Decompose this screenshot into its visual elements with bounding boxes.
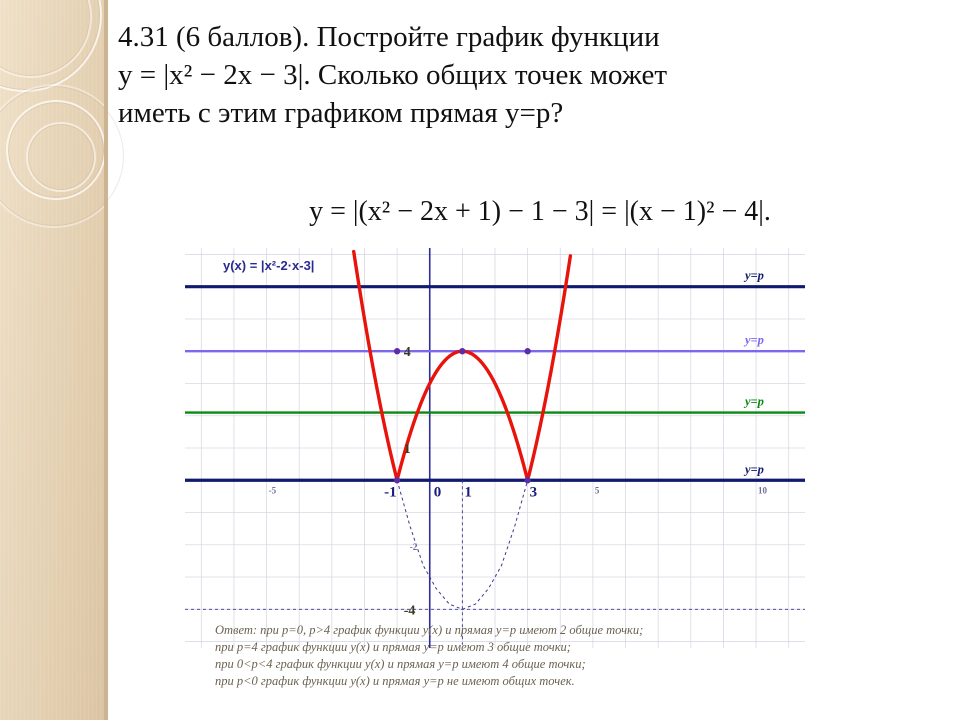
x-tick-label: 5: [594, 485, 600, 496]
x-tick-label: 1: [464, 484, 472, 501]
x-tick-label: 10: [758, 485, 768, 496]
answer-line-2: при p=4 график функции y(x) и прямая y=p имеют 3 общие точки;: [215, 640, 571, 654]
intersection-point: [524, 348, 530, 354]
label-y-equals-p: y=p: [745, 333, 764, 348]
x-tick-label: -5: [268, 485, 277, 496]
x-tick-label: 3: [529, 484, 538, 501]
page-title: [118, 18, 938, 132]
answer-line-3: при 0<p<4 график функции y(x) и прямая y=p имеют 4 общие точки;: [215, 657, 586, 671]
title-line-3: иметь с этим графиком прямая y=p?: [118, 97, 564, 129]
function-graph: [185, 248, 805, 648]
y-tick-label: -4: [403, 603, 416, 619]
label-y-equals-p: y=p: [745, 462, 764, 477]
band-edge: [104, 0, 108, 720]
intersection-point: [394, 348, 400, 354]
label-y-equals-p: y=p: [745, 394, 764, 409]
chart-title: y(x) = |x²-2·x-3|: [223, 258, 315, 273]
answer-line-1: Ответ: при p=0, p>4 график функции y(x) и прямая y=p имеют 2 общие точки;: [215, 623, 644, 637]
intersection-point: [524, 477, 530, 483]
x-tick-label: -1: [384, 484, 397, 501]
intersection-point: [459, 348, 465, 354]
y-tick-label: 4: [403, 345, 411, 361]
y-tick-label: 1: [403, 442, 411, 457]
answer-line-4: при p<0 график функции y(x) и прямая y=p не имеют общих точек.: [215, 674, 575, 688]
y-tick-label: -2: [409, 541, 418, 552]
title-line-2: y = |x² − 2x − 3|. Сколько общих точек может: [118, 59, 668, 91]
derivation-formula: y = |(x² − 2x + 1) − 1 − 3| = |(x − 1)² − 4|.: [309, 196, 771, 227]
label-y-equals-p: y=p: [745, 268, 764, 283]
decorative-ring: [26, 122, 96, 192]
x-tick-label: 0: [433, 484, 442, 501]
intersection-point: [394, 477, 400, 483]
decorative-left-band: [0, 0, 108, 720]
answer-annotations: [215, 622, 795, 690]
graph-svg: [185, 248, 805, 648]
title-line-1: 4.31 (6 баллов). Постройте график функции: [118, 21, 660, 53]
